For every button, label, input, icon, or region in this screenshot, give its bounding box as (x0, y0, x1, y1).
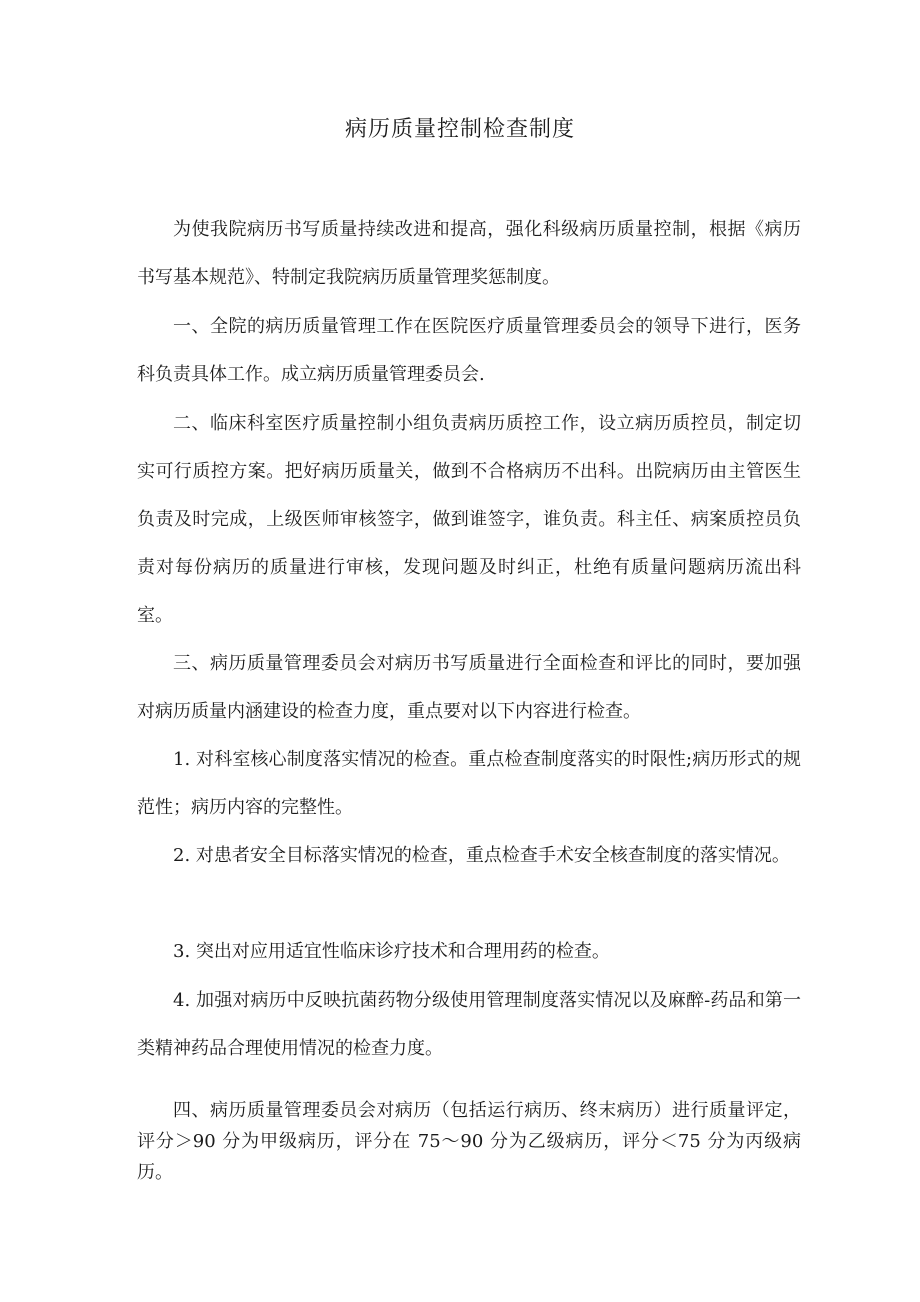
section-three-paragraph: 三、病历质量管理委员会对病历书写质量进行全面检查和评比的同时，要加强对病历质量内涵建设的检查力度，重点要对以下内容进行检查。 (137, 653, 801, 722)
item-two-paragraph: 2. 对患者安全目标落实情况的检查，重点检查手术安全核查制度的落实情况。 (173, 845, 790, 866)
section-four-paragraph: 四、病历质量管理委员会对病历（包括运行病历、终末病历）进行质量评定，评分＞90 分为甲级病历，评分在 75～90 分为乙级病历，评分＜75 分为丙级病历。 (137, 1100, 801, 1183)
item-four-paragraph: 4. 加强对病历中反映抗菌药物分级使用管理制度落实情况以及麻醉-药品和第一类精神药品合理使用情况的检查力度。 (137, 990, 801, 1059)
item-one-paragraph: 1. 对科室核心制度落实情况的检查。重点检查制度落实的时限性;病历形式的规范性；病历内容的完整性。 (137, 749, 801, 818)
item-three-paragraph: 3. 突出对应用适宜性临床诊疗技术和合理用药的检查。 (173, 941, 610, 962)
section-two-paragraph: 二、临床科室医疗质量控制小组负责病历质控工作，设立病历质控员，制定切实可行质控方案。把好病历质量关，做到不合格病历不出科。出院病历由主管医生负责及时完成，上级医师审核签字，做到谁签字，谁负责。科主任、病案质控员负责对每份病历的质量进行审核，发现问题及时纠正，杜绝有质量问题病历流出科室。 (137, 413, 801, 626)
document-title: 病历质量控制检查制度 (344, 117, 575, 142)
intro-paragraph: 为使我院病历书写质量持续改进和提高，强化科级病历质量控制，根据《病历书写基本规范》、特制定我院病历质量管理奖惩制度。 (137, 219, 801, 288)
section-one-paragraph: 一、全院的病历质量管理工作在医院医疗质量管理委员会的领导下进行，医务科负责具体工作。成立病历质量管理委员会. (137, 316, 801, 385)
